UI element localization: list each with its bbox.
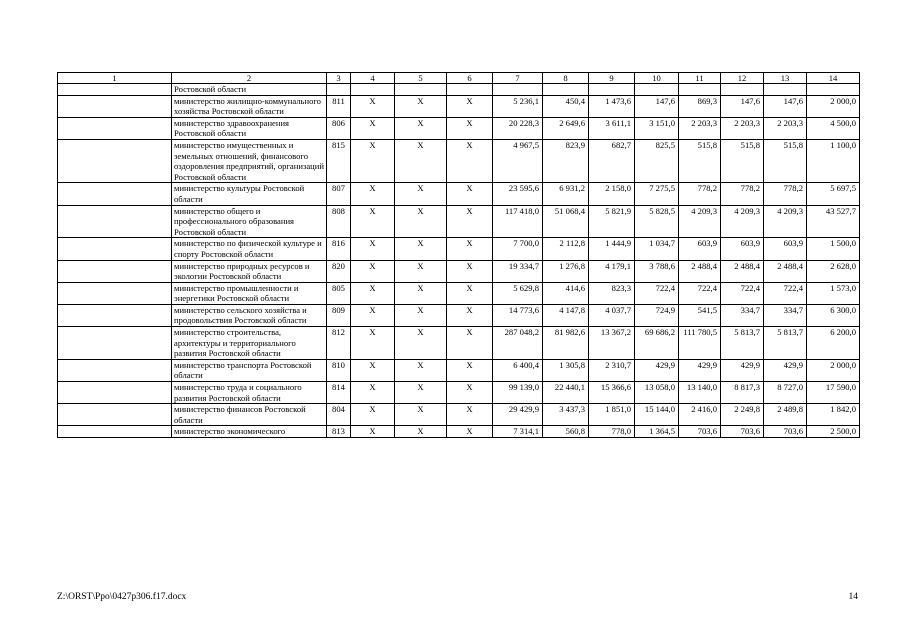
marker-cell: X (351, 404, 395, 426)
value-cell: 3 611,1 (589, 117, 635, 139)
value-cell: 1 034,7 (635, 238, 679, 260)
value-cell: 15 144,0 (635, 404, 679, 426)
value-cell: 2 203,3 (721, 117, 764, 139)
column-number-cell: 10 (635, 73, 679, 84)
value-cell: 603,9 (764, 238, 807, 260)
marker-cell: X (395, 282, 447, 304)
marker-cell: X (395, 404, 447, 426)
value-cell: 6 400,4 (493, 359, 543, 381)
footer-file-path: Z:\ORST\Ppo\0427p306.f17.docx (57, 592, 187, 602)
marker-cell: X (447, 183, 493, 205)
value-cell: 29 429,9 (493, 404, 543, 426)
value-cell: 429,9 (721, 359, 764, 381)
value-cell: 414,6 (543, 282, 589, 304)
value-cell: 19 334,7 (493, 260, 543, 282)
value-cell: 703,6 (679, 426, 721, 438)
value-cell: 2 203,3 (764, 117, 807, 139)
value-cell: 515,8 (721, 139, 764, 182)
marker-cell: X (447, 117, 493, 139)
value-cell: 5 697,5 (807, 183, 860, 205)
value-cell: 2 158,0 (589, 183, 635, 205)
value-cell: 2 310,7 (589, 359, 635, 381)
ministry-name-cell: министерство здравоохранения Ростовской области (172, 117, 327, 139)
value-cell: 147,6 (721, 95, 764, 117)
empty-cell (58, 304, 172, 326)
marker-cell: X (447, 327, 493, 360)
marker-cell: X (447, 260, 493, 282)
value-cell: 147,6 (635, 95, 679, 117)
marker-cell: X (447, 139, 493, 182)
marker-cell: X (351, 238, 395, 260)
ministry-name-cell: министерство строительства, архитектуры и территориального развития Ростовской области (172, 327, 327, 360)
value-cell: 541,5 (679, 304, 721, 326)
empty-cell (58, 95, 172, 117)
value-cell: 778,0 (589, 426, 635, 438)
value-cell: 1 364,5 (635, 426, 679, 438)
value-cell: 515,8 (764, 139, 807, 182)
budget-table (57, 72, 860, 438)
ministry-name-cell: министерство общего и профессионального образования Ростовской области (172, 205, 327, 238)
marker-cell: X (351, 426, 395, 438)
marker-cell: X (447, 404, 493, 426)
empty-cell (58, 205, 172, 238)
code-cell: 805 (327, 282, 351, 304)
marker-cell: X (351, 95, 395, 117)
budget-table-container (57, 72, 859, 438)
value-cell: 724,9 (635, 304, 679, 326)
column-number-cell: 11 (679, 73, 721, 84)
marker-cell: X (351, 183, 395, 205)
code-cell: 820 (327, 260, 351, 282)
value-cell: 823,9 (543, 139, 589, 182)
code-cell: 804 (327, 404, 351, 426)
marker-cell: X (447, 282, 493, 304)
column-number-cell: 3 (327, 73, 351, 84)
value-cell: 20 228,3 (493, 117, 543, 139)
value-cell: 4 500,0 (807, 117, 860, 139)
continuation-text: Ростовской области (172, 84, 327, 96)
value-cell: 429,9 (635, 359, 679, 381)
empty-cell (58, 139, 172, 182)
value-cell: 722,4 (721, 282, 764, 304)
ministry-name-cell: министерство по физической культуре и спорту Ростовской области (172, 238, 327, 260)
ministry-name-cell: министерство экономического (172, 426, 327, 438)
marker-cell: X (395, 205, 447, 238)
value-cell: 722,4 (764, 282, 807, 304)
column-number-cell: 4 (351, 73, 395, 84)
column-number-cell: 5 (395, 73, 447, 84)
value-cell: 1 842,0 (807, 404, 860, 426)
marker-cell: X (351, 327, 395, 360)
marker-cell: X (395, 117, 447, 139)
marker-cell: X (447, 382, 493, 404)
value-cell: 603,9 (679, 238, 721, 260)
value-cell: 429,9 (679, 359, 721, 381)
empty-cell (58, 382, 172, 404)
value-cell: 2 649,6 (543, 117, 589, 139)
footer-page-number: 14 (848, 592, 858, 602)
value-cell: 778,2 (679, 183, 721, 205)
value-cell: 1 444,9 (589, 238, 635, 260)
code-cell: 810 (327, 359, 351, 381)
empty-cell (58, 426, 172, 438)
value-cell: 869,3 (679, 95, 721, 117)
column-number-cell: 14 (807, 73, 860, 84)
value-cell: 515,8 (679, 139, 721, 182)
value-cell: 4 209,3 (721, 205, 764, 238)
column-number-cell: 6 (447, 73, 493, 84)
value-cell: 117 418,0 (493, 205, 543, 238)
value-cell: 7 275,5 (635, 183, 679, 205)
value-cell: 3 437,3 (543, 404, 589, 426)
marker-cell: X (351, 117, 395, 139)
table-row (58, 183, 860, 205)
value-cell: 560,8 (543, 426, 589, 438)
value-cell: 5 813,7 (721, 327, 764, 360)
empty-cell (58, 183, 172, 205)
ministry-name-cell: министерство жилищно-коммунального хозяйства Ростовской области (172, 95, 327, 117)
value-cell: 682,7 (589, 139, 635, 182)
empty-cell (58, 282, 172, 304)
marker-cell: X (395, 260, 447, 282)
value-cell: 8 727,0 (764, 382, 807, 404)
value-cell: 1 851,0 (589, 404, 635, 426)
column-number-cell: 1 (58, 73, 172, 84)
marker-cell: X (351, 260, 395, 282)
ministry-name-cell: министерство сельского хозяйства и продовольствия Ростовской области (172, 304, 327, 326)
continuation-row (58, 84, 860, 96)
value-cell: 1 573,0 (807, 282, 860, 304)
value-cell: 334,7 (721, 304, 764, 326)
table-row (58, 238, 860, 260)
empty-cell (58, 404, 172, 426)
ministry-name-cell: министерство транспорта Ростовской области (172, 359, 327, 381)
value-cell: 7 314,1 (493, 426, 543, 438)
value-cell: 3 788,6 (635, 260, 679, 282)
marker-cell: X (395, 95, 447, 117)
code-cell: 816 (327, 238, 351, 260)
value-cell: 2 488,4 (679, 260, 721, 282)
value-cell: 4 209,3 (679, 205, 721, 238)
table-row (58, 304, 860, 326)
value-cell: 22 440,1 (543, 382, 589, 404)
value-cell: 17 590,0 (807, 382, 860, 404)
ministry-name-cell: министерство труда и социального развития Ростовской области (172, 382, 327, 404)
value-cell: 13 058,0 (635, 382, 679, 404)
column-number-row (58, 73, 860, 84)
value-cell: 8 817,3 (721, 382, 764, 404)
ministry-name-cell: министерство имущественных и земельных отношений, финансового оздоровления предприятий, организаций Ростовской области (172, 139, 327, 182)
column-number-cell: 8 (543, 73, 589, 84)
ministry-name-cell: министерство культуры Ростовской области (172, 183, 327, 205)
value-cell: 14 773,6 (493, 304, 543, 326)
empty-cell (58, 238, 172, 260)
value-cell: 2 203,3 (679, 117, 721, 139)
value-cell: 287 048,2 (493, 327, 543, 360)
code-cell: 809 (327, 304, 351, 326)
marker-cell: X (447, 304, 493, 326)
value-cell: 13 140,0 (679, 382, 721, 404)
code-cell: 812 (327, 327, 351, 360)
empty-cell (58, 327, 172, 360)
value-cell: 4 179,1 (589, 260, 635, 282)
value-cell: 7 700,0 (493, 238, 543, 260)
value-cell: 1 500,0 (807, 238, 860, 260)
marker-cell: X (395, 238, 447, 260)
value-cell: 13 367,2 (589, 327, 635, 360)
value-cell: 5 629,8 (493, 282, 543, 304)
value-cell: 5 821,9 (589, 205, 635, 238)
empty-cell (58, 260, 172, 282)
value-cell: 778,2 (764, 183, 807, 205)
value-cell: 2 628,0 (807, 260, 860, 282)
value-cell: 3 151,0 (635, 117, 679, 139)
value-cell: 2 000,0 (807, 359, 860, 381)
column-number-cell: 7 (493, 73, 543, 84)
value-cell: 778,2 (721, 183, 764, 205)
value-cell: 4 967,5 (493, 139, 543, 182)
marker-cell: X (395, 139, 447, 182)
value-cell: 2 112,8 (543, 238, 589, 260)
table-row (58, 205, 860, 238)
empty-cell (58, 359, 172, 381)
code-cell: 811 (327, 95, 351, 117)
column-number-cell: 2 (172, 73, 327, 84)
value-cell: 23 595,6 (493, 183, 543, 205)
code-cell: 808 (327, 205, 351, 238)
value-cell: 703,6 (721, 426, 764, 438)
value-cell: 99 139,0 (493, 382, 543, 404)
value-cell: 1 473,6 (589, 95, 635, 117)
value-cell: 2 416,0 (679, 404, 721, 426)
value-cell: 722,4 (679, 282, 721, 304)
table-row (58, 426, 860, 438)
value-cell: 823,3 (589, 282, 635, 304)
value-cell: 603,9 (721, 238, 764, 260)
value-cell: 15 366,6 (589, 382, 635, 404)
value-cell: 450,4 (543, 95, 589, 117)
value-cell: 2 488,4 (764, 260, 807, 282)
marker-cell: X (395, 359, 447, 381)
marker-cell: X (447, 426, 493, 438)
marker-cell: X (351, 139, 395, 182)
table-row (58, 282, 860, 304)
table-row (58, 139, 860, 182)
value-cell: 4 147,8 (543, 304, 589, 326)
table-row (58, 359, 860, 381)
value-cell: 4 209,3 (764, 205, 807, 238)
value-cell: 2 489,8 (764, 404, 807, 426)
value-cell: 6 200,0 (807, 327, 860, 360)
marker-cell: X (447, 205, 493, 238)
value-cell: 825,5 (635, 139, 679, 182)
value-cell: 4 037,7 (589, 304, 635, 326)
code-cell: 806 (327, 117, 351, 139)
marker-cell: X (351, 282, 395, 304)
marker-cell: X (395, 183, 447, 205)
value-cell: 722,4 (635, 282, 679, 304)
table-row (58, 404, 860, 426)
marker-cell: X (395, 304, 447, 326)
code-cell: 807 (327, 183, 351, 205)
value-cell: 703,6 (764, 426, 807, 438)
marker-cell: X (395, 327, 447, 360)
value-cell: 51 068,4 (543, 205, 589, 238)
ministry-name-cell: министерство промышленности и энергетики Ростовской области (172, 282, 327, 304)
marker-cell: X (351, 304, 395, 326)
marker-cell: X (447, 359, 493, 381)
code-cell: 814 (327, 382, 351, 404)
marker-cell: X (351, 359, 395, 381)
table-row (58, 327, 860, 360)
marker-cell: X (447, 95, 493, 117)
value-cell: 334,7 (764, 304, 807, 326)
marker-cell: X (351, 205, 395, 238)
marker-cell: X (395, 426, 447, 438)
value-cell: 5 828,5 (635, 205, 679, 238)
value-cell: 2 249,8 (721, 404, 764, 426)
value-cell: 1 276,8 (543, 260, 589, 282)
value-cell: 147,6 (764, 95, 807, 117)
value-cell: 2 500,0 (807, 426, 860, 438)
value-cell: 6 931,2 (543, 183, 589, 205)
value-cell: 43 527,7 (807, 205, 860, 238)
table-row (58, 382, 860, 404)
table-row (58, 117, 860, 139)
ministry-name-cell: министерство природных ресурсов и экологии Ростовской области (172, 260, 327, 282)
value-cell: 5 236,1 (493, 95, 543, 117)
marker-cell: X (351, 382, 395, 404)
value-cell: 1 305,8 (543, 359, 589, 381)
marker-cell: X (395, 382, 447, 404)
value-cell: 5 813,7 (764, 327, 807, 360)
marker-cell: X (447, 238, 493, 260)
value-cell: 6 300,0 (807, 304, 860, 326)
value-cell: 69 686,2 (635, 327, 679, 360)
column-number-cell: 9 (589, 73, 635, 84)
code-cell: 813 (327, 426, 351, 438)
value-cell: 111 780,5 (679, 327, 721, 360)
ministry-name-cell: министерство финансов Ростовской области (172, 404, 327, 426)
value-cell: 2 000,0 (807, 95, 860, 117)
value-cell: 2 488,4 (721, 260, 764, 282)
value-cell: 429,9 (764, 359, 807, 381)
column-number-cell: 12 (721, 73, 764, 84)
code-cell: 815 (327, 139, 351, 182)
table-row (58, 95, 860, 117)
value-cell: 1 100,0 (807, 139, 860, 182)
value-cell: 81 982,6 (543, 327, 589, 360)
table-row (58, 260, 860, 282)
column-number-cell: 13 (764, 73, 807, 84)
empty-cell (58, 117, 172, 139)
